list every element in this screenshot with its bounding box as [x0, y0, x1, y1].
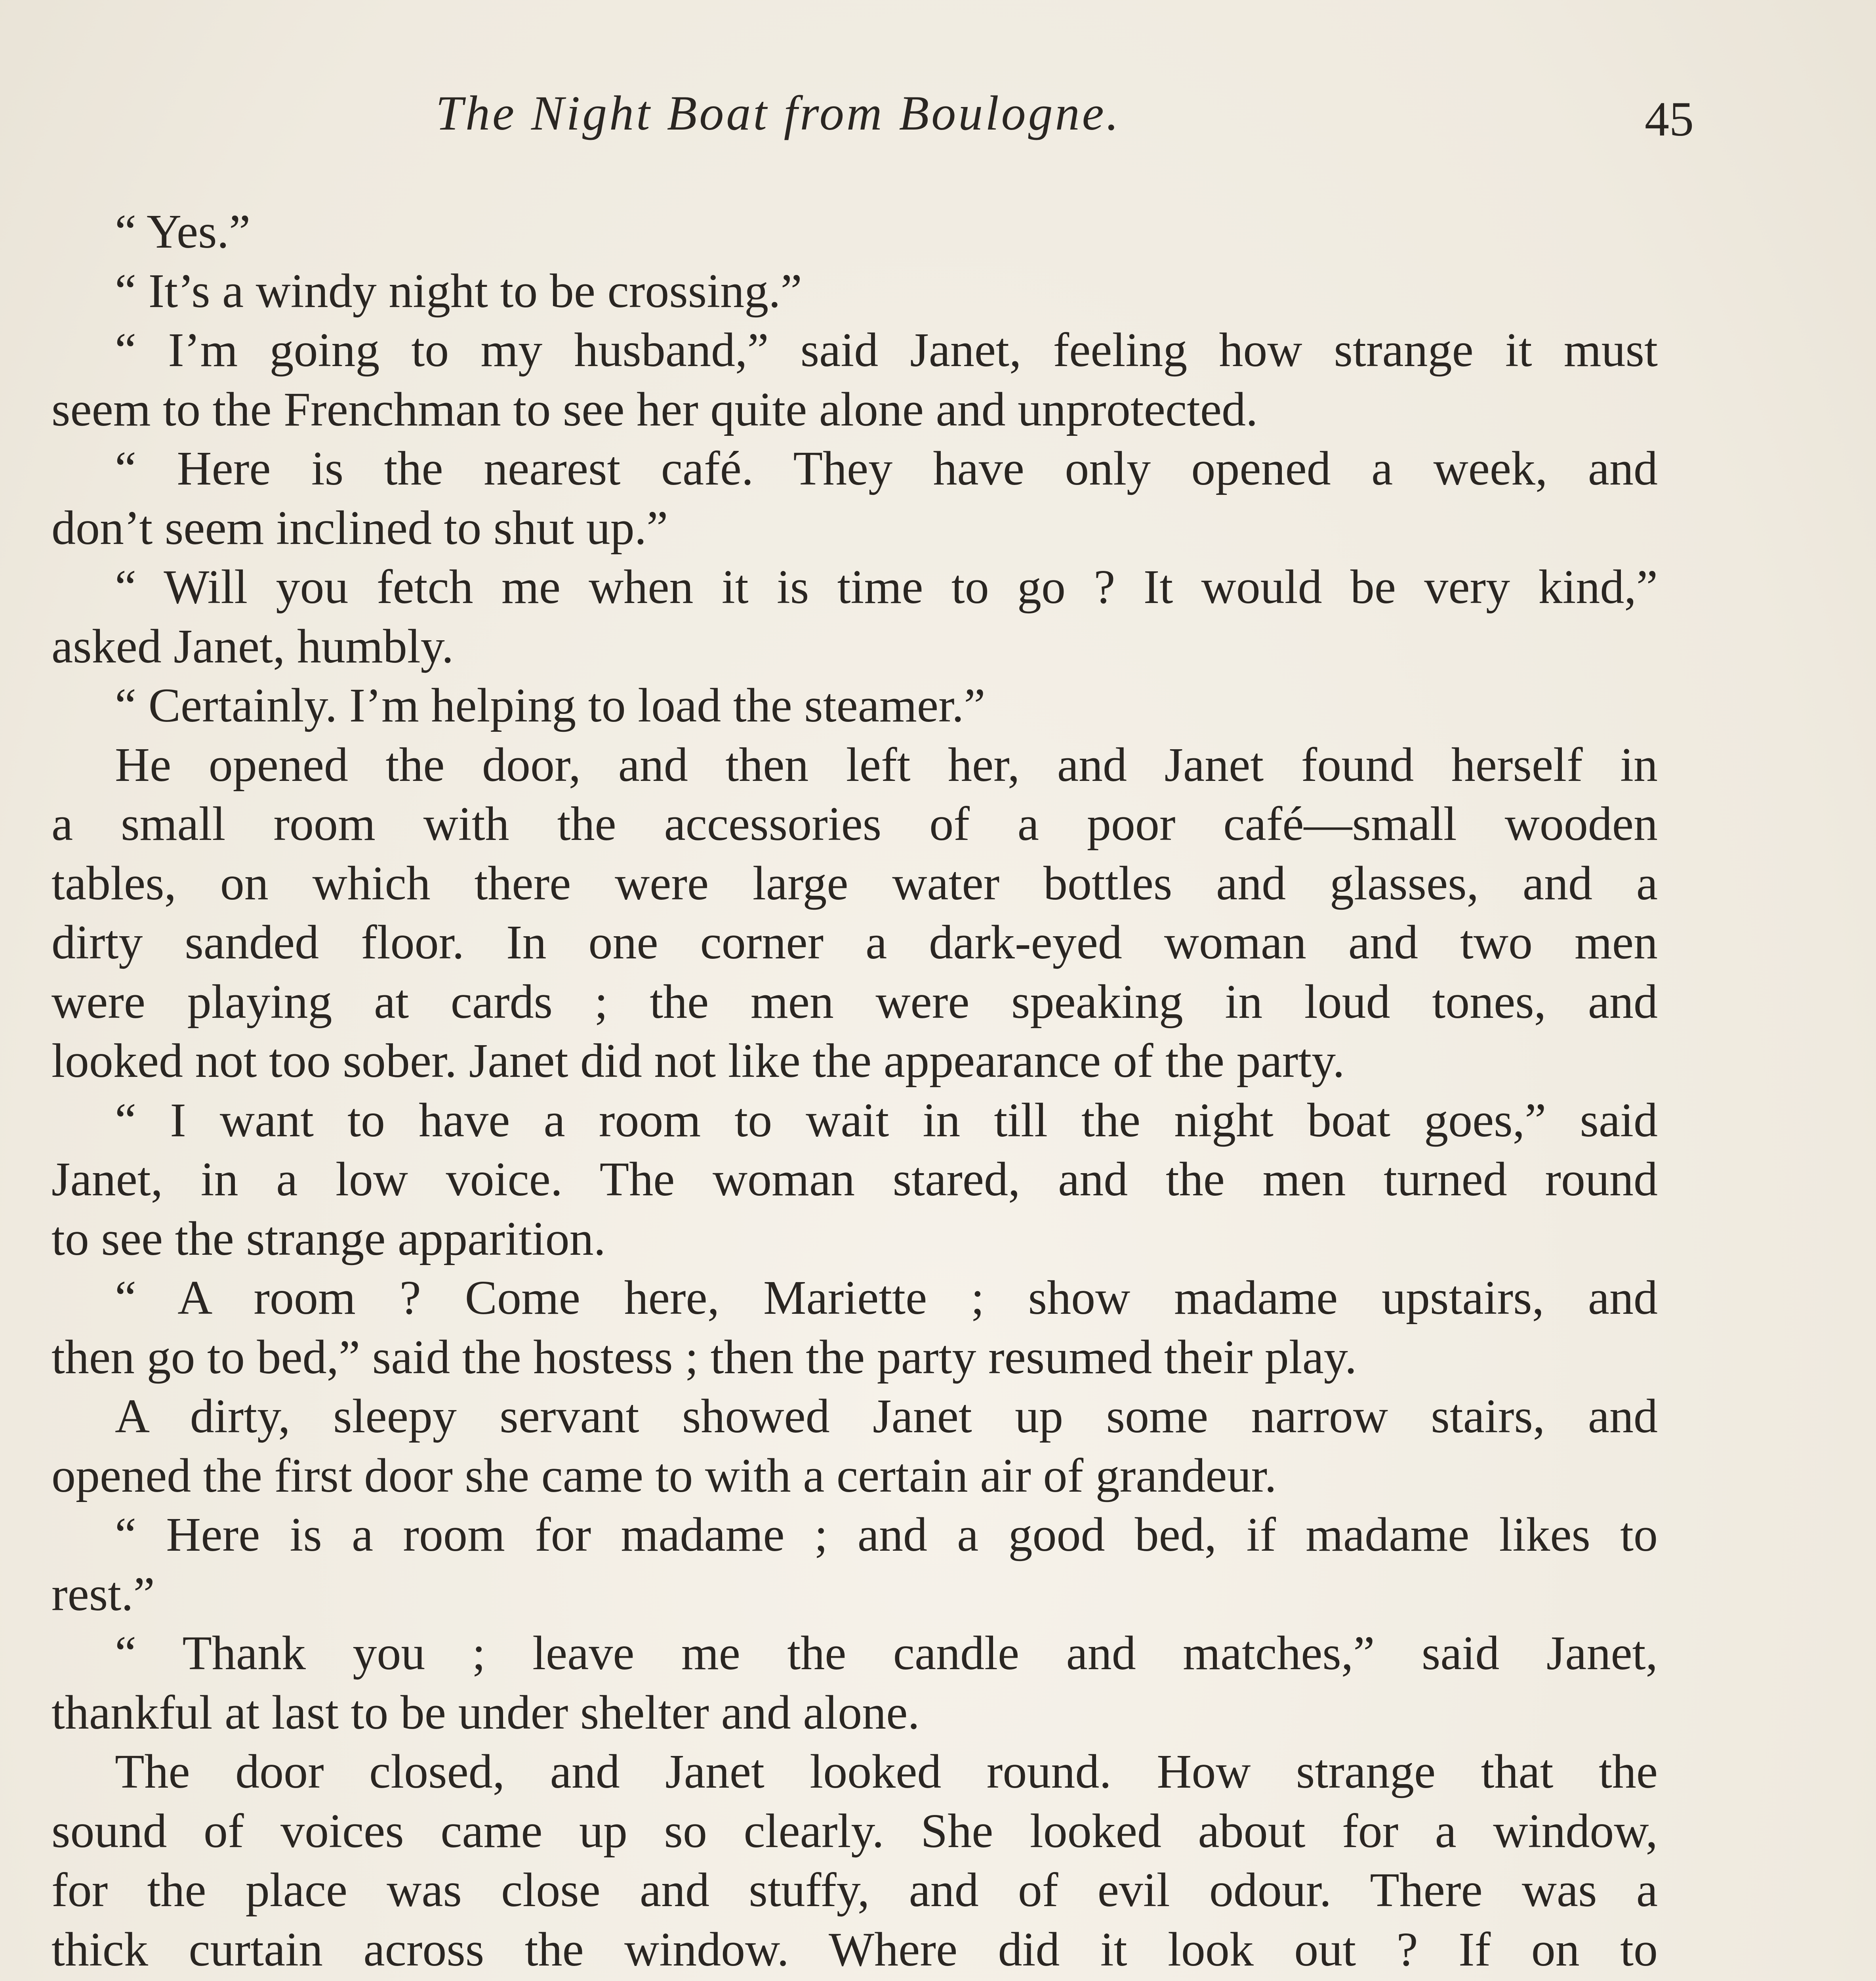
page-header — [0, 85, 1876, 164]
text-line: a small room with the accessories of a poor café—small wooden — [51, 797, 1658, 851]
text-line: “ Will you fetch me when it is time to go ? It would be very kind,” — [115, 560, 1658, 614]
text-line: thick curtain across the window. Where did it look out ? If on to — [51, 1922, 1658, 1976]
text-line: “ Thank you ; leave me the candle and matches,” said Janet, — [115, 1626, 1658, 1680]
text-line: thankful at last to be under shelter and alone. — [51, 1685, 920, 1739]
text-line: “ Certainly. I’m helping to load the steamer.” — [115, 679, 986, 732]
text-line: sound of voices came up so clearly. She looked about for a window, — [51, 1804, 1658, 1858]
text-line: A dirty, sleepy servant showed Janet up some narrow stairs, and — [115, 1389, 1658, 1443]
running-title: The Night Boat from Boulogne. — [436, 86, 1121, 140]
body-text — [51, 202, 1658, 1981]
text-line: “ Yes.” — [115, 205, 251, 258]
text-line: “ It’s a windy night to be crossing.” — [115, 264, 802, 318]
text-line: “ A room ? Come here, Mariette ; show madame upstairs, and — [115, 1271, 1658, 1324]
text-line: “ I’m going to my husband,” said Janet, feeling how strange it must — [115, 323, 1658, 377]
text-line: were playing at cards ; the men were speaking in loud tones, and — [51, 975, 1658, 1029]
text-line: then go to bed,” said the hostess ; then the party resumed their play. — [51, 1330, 1357, 1384]
text-line: tables, on which there were large water bottles and glasses, and a — [51, 856, 1658, 910]
text-line: rest.” — [51, 1567, 155, 1621]
text-line: to see the strange apparition. — [51, 1212, 606, 1265]
text-line: asked Janet, humbly. — [51, 619, 454, 673]
text-line — [51, 1979, 1658, 1981]
text-line: The door closed, and Janet looked round. How strange that the — [115, 1745, 1658, 1798]
text-line: “ Here is the nearest café. They have only opened a week, and — [115, 442, 1658, 495]
text-line: “ I want to have a room to wait in till the night boat goes,” said — [115, 1093, 1658, 1147]
text-line: opened the first door she came to with a certain air of grandeur. — [51, 1449, 1277, 1502]
text-line: Janet, in a low voice. The woman stared, and the men turned round — [51, 1153, 1658, 1206]
text-line: for the place was close and stuffy, and of evil odour. There was a — [51, 1863, 1658, 1917]
text-line: looked not too sober. Janet did not like the appearance of the party. — [51, 1034, 1345, 1088]
text-line: dirty sanded floor. In one corner a dark-eyed woman and two men — [51, 916, 1658, 969]
text-line: seem to the Frenchman to see her quite alone and unprotected. — [51, 382, 1258, 436]
page-number: 45 — [1645, 92, 1694, 146]
text-line: He opened the door, and then left her, and Janet found herself in — [115, 738, 1658, 792]
text-line: don’t seem inclined to shut up.” — [51, 501, 668, 555]
text-line: “ Here is a room for madame ; and a good bed, if madame likes to — [115, 1508, 1658, 1561]
